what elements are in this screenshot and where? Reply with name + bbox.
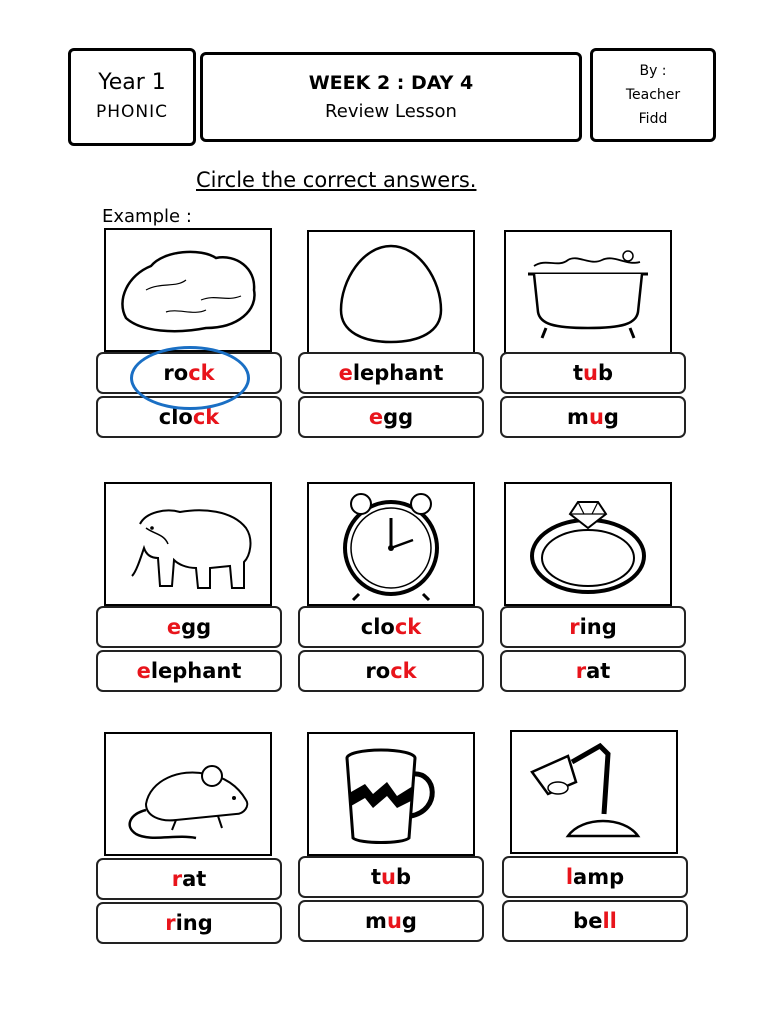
egg-icon bbox=[307, 230, 475, 354]
option-rock[interactable]: ro ck bbox=[96, 352, 282, 394]
week-day-label: WEEK 2 : DAY 4 bbox=[308, 72, 474, 94]
author-line2: Fidd bbox=[638, 111, 668, 127]
option-elephant[interactable]: e lephant bbox=[298, 352, 484, 394]
clock-icon bbox=[307, 482, 475, 606]
option-ring[interactable]: r ing bbox=[96, 902, 282, 944]
option-bell[interactable]: be ll bbox=[502, 900, 688, 942]
option-egg[interactable]: e gg bbox=[96, 606, 282, 648]
option-elephant[interactable]: e lephant bbox=[96, 650, 282, 692]
elephant-icon bbox=[104, 482, 272, 606]
option-egg[interactable]: e gg bbox=[298, 396, 484, 438]
lesson-label: Review Lesson bbox=[325, 101, 457, 122]
header-year-box bbox=[68, 48, 196, 146]
option-mug[interactable]: m u g bbox=[500, 396, 686, 438]
option-lamp[interactable]: l amp bbox=[502, 856, 688, 898]
header-title-box bbox=[200, 52, 582, 142]
rat-icon bbox=[104, 732, 272, 856]
bathtub-icon bbox=[504, 230, 672, 354]
option-clock[interactable]: clo ck bbox=[298, 606, 484, 648]
lamp-icon bbox=[510, 730, 678, 854]
instruction-text: Circle the correct answers. bbox=[196, 168, 477, 192]
option-rat[interactable]: r at bbox=[96, 858, 282, 900]
option-rat[interactable]: r at bbox=[500, 650, 686, 692]
option-clock[interactable]: clo ck bbox=[96, 396, 282, 438]
subject-label: PHONIC bbox=[95, 102, 169, 122]
option-rock[interactable]: ro ck bbox=[298, 650, 484, 692]
header-author-box bbox=[590, 48, 716, 142]
answer-circle bbox=[130, 346, 250, 410]
author-line1: Teacher bbox=[625, 87, 681, 103]
option-tub[interactable]: t u b bbox=[298, 856, 484, 898]
rock-icon bbox=[104, 228, 272, 352]
by-label: By : bbox=[639, 63, 667, 79]
option-tub[interactable]: t u b bbox=[500, 352, 686, 394]
option-ring[interactable]: r ing bbox=[500, 606, 686, 648]
year-label: Year 1 bbox=[98, 70, 166, 95]
example-label: Example : bbox=[102, 206, 192, 227]
mug-icon bbox=[307, 732, 475, 856]
option-mug[interactable]: m u g bbox=[298, 900, 484, 942]
ring-icon bbox=[504, 482, 672, 606]
